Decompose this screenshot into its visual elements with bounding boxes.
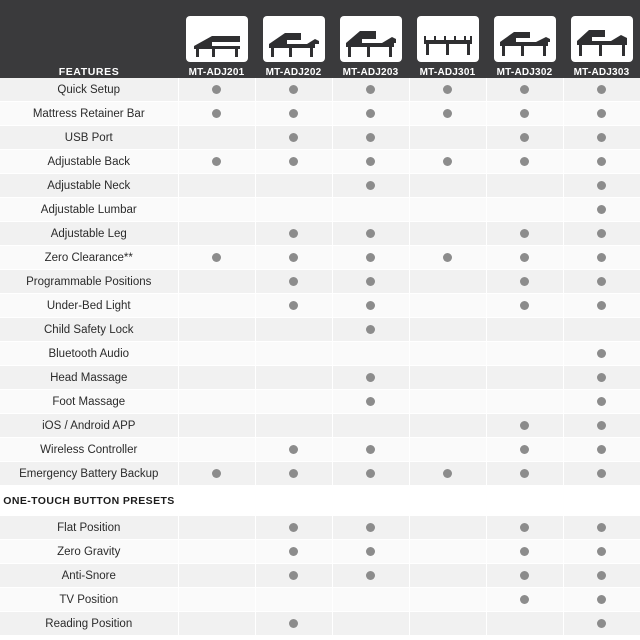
model-column-header-3 [332, 0, 409, 78]
filled-dot-icon [289, 109, 298, 118]
feature-availability-cell [178, 294, 255, 318]
table-row [0, 102, 640, 126]
feature-availability-cell [409, 222, 486, 246]
feature-availability-cell [332, 390, 409, 414]
section-divider-cell [332, 486, 409, 517]
feature-availability-cell [178, 246, 255, 270]
table-header [0, 0, 640, 78]
feature-availability-cell [332, 462, 409, 486]
feature-availability-cell [178, 414, 255, 438]
filled-dot-icon [597, 157, 606, 166]
feature-name-cell: Mattress Retainer Bar [0, 102, 178, 126]
feature-name-cell: Zero Gravity [0, 540, 178, 564]
filled-dot-icon [366, 547, 375, 556]
filled-dot-icon [520, 253, 529, 262]
filled-dot-icon [597, 571, 606, 580]
feature-availability-cell [486, 342, 563, 366]
filled-dot-icon [597, 349, 606, 358]
filled-dot-icon [289, 133, 298, 142]
model-id-label: MT-ADJ301 [419, 67, 476, 78]
feature-availability-cell [332, 198, 409, 222]
filled-dot-icon [597, 229, 606, 238]
filled-dot-icon [520, 157, 529, 166]
model-id-label: MT-ADJ201 [188, 67, 245, 78]
feature-availability-cell [332, 126, 409, 150]
feature-availability-cell [178, 390, 255, 414]
feature-availability-cell [563, 612, 640, 636]
filled-dot-icon [443, 157, 452, 166]
model-column-header-2 [255, 0, 332, 78]
filled-dot-icon [366, 325, 375, 334]
feature-availability-cell [409, 78, 486, 102]
feature-availability-cell [255, 342, 332, 366]
filled-dot-icon [366, 445, 375, 454]
feature-availability-cell [409, 246, 486, 270]
filled-dot-icon [597, 373, 606, 382]
feature-availability-cell [178, 174, 255, 198]
bed-frame-icon [571, 16, 633, 62]
feature-availability-cell [332, 246, 409, 270]
feature-availability-cell [486, 78, 563, 102]
model-column-header-6 [563, 0, 640, 78]
filled-dot-icon [289, 301, 298, 310]
table-body [0, 78, 640, 636]
filled-dot-icon [289, 445, 298, 454]
table-row [0, 390, 640, 414]
feature-name-cell: Anti-Snore [0, 564, 178, 588]
feature-availability-cell [255, 246, 332, 270]
feature-availability-cell [486, 366, 563, 390]
filled-dot-icon [289, 469, 298, 478]
model-column-header-1 [178, 0, 255, 78]
table-row [0, 588, 640, 612]
filled-dot-icon [366, 157, 375, 166]
feature-availability-cell [486, 102, 563, 126]
filled-dot-icon [212, 109, 221, 118]
bed-frame-icon [417, 16, 479, 62]
filled-dot-icon [597, 421, 606, 430]
feature-availability-cell [486, 516, 563, 540]
feature-availability-cell [178, 270, 255, 294]
filled-dot-icon [366, 373, 375, 382]
feature-name-cell: Foot Massage [0, 390, 178, 414]
feature-availability-cell [409, 342, 486, 366]
table-row [0, 516, 640, 540]
feature-availability-cell [255, 462, 332, 486]
table-row [0, 366, 640, 390]
filled-dot-icon [597, 469, 606, 478]
filled-dot-icon [443, 253, 452, 262]
filled-dot-icon [520, 547, 529, 556]
feature-availability-cell [563, 222, 640, 246]
feature-name-cell: iOS / Android APP [0, 414, 178, 438]
feature-availability-cell [255, 588, 332, 612]
feature-availability-cell [486, 462, 563, 486]
feature-availability-cell [486, 198, 563, 222]
feature-availability-cell [563, 540, 640, 564]
feature-availability-cell [409, 174, 486, 198]
feature-availability-cell [486, 414, 563, 438]
feature-availability-cell [332, 342, 409, 366]
filled-dot-icon [366, 133, 375, 142]
filled-dot-icon [289, 157, 298, 166]
filled-dot-icon [366, 397, 375, 406]
filled-dot-icon [366, 229, 375, 238]
feature-availability-cell [409, 390, 486, 414]
filled-dot-icon [597, 397, 606, 406]
feature-name-cell: Adjustable Lumbar [0, 198, 178, 222]
feature-availability-cell [178, 126, 255, 150]
feature-availability-cell [486, 438, 563, 462]
section-divider-cell [563, 486, 640, 517]
filled-dot-icon [597, 523, 606, 532]
feature-name-cell: Head Massage [0, 366, 178, 390]
filled-dot-icon [289, 523, 298, 532]
feature-availability-cell [563, 246, 640, 270]
filled-dot-icon [520, 109, 529, 118]
feature-availability-cell [255, 150, 332, 174]
filled-dot-icon [289, 277, 298, 286]
table-row [0, 270, 640, 294]
feature-availability-cell [178, 612, 255, 636]
filled-dot-icon [520, 523, 529, 532]
feature-availability-cell [255, 516, 332, 540]
filled-dot-icon [597, 133, 606, 142]
feature-availability-cell [486, 222, 563, 246]
feature-availability-cell [409, 318, 486, 342]
feature-name-cell: Emergency Battery Backup [0, 462, 178, 486]
feature-availability-cell [255, 414, 332, 438]
filled-dot-icon [597, 253, 606, 262]
feature-name-cell: Adjustable Leg [0, 222, 178, 246]
section-divider-row [0, 486, 640, 517]
filled-dot-icon [597, 445, 606, 454]
feature-availability-cell [486, 612, 563, 636]
feature-availability-cell [563, 342, 640, 366]
header-row [0, 0, 640, 78]
feature-availability-cell [178, 516, 255, 540]
feature-availability-cell [178, 342, 255, 366]
filled-dot-icon [366, 277, 375, 286]
model-column-header-5 [486, 0, 563, 78]
filled-dot-icon [520, 469, 529, 478]
section-divider-cell [255, 486, 332, 517]
feature-availability-cell [486, 270, 563, 294]
filled-dot-icon [366, 109, 375, 118]
filled-dot-icon [520, 301, 529, 310]
feature-availability-cell [409, 126, 486, 150]
feature-availability-cell [563, 462, 640, 486]
feature-availability-cell [563, 366, 640, 390]
feature-availability-cell [409, 540, 486, 564]
filled-dot-icon [443, 109, 452, 118]
feature-availability-cell [332, 78, 409, 102]
feature-availability-cell [332, 294, 409, 318]
feature-name-cell: Reading Position [0, 612, 178, 636]
feature-availability-cell [563, 294, 640, 318]
feature-availability-cell [409, 294, 486, 318]
feature-availability-cell [255, 102, 332, 126]
filled-dot-icon [366, 301, 375, 310]
feature-availability-cell [486, 246, 563, 270]
filled-dot-icon [520, 571, 529, 580]
feature-availability-cell [255, 612, 332, 636]
filled-dot-icon [520, 445, 529, 454]
filled-dot-icon [597, 619, 606, 628]
bed-frame-icon [186, 16, 248, 62]
feature-name-cell: Programmable Positions [0, 270, 178, 294]
feature-availability-cell [409, 150, 486, 174]
feature-availability-cell [178, 564, 255, 588]
table-row [0, 318, 640, 342]
feature-availability-cell [178, 150, 255, 174]
model-id-label: MT-ADJ302 [496, 67, 553, 78]
filled-dot-icon [289, 85, 298, 94]
feature-availability-cell [409, 198, 486, 222]
feature-availability-cell [563, 414, 640, 438]
feature-availability-cell [178, 540, 255, 564]
feature-name-cell: Child Safety Lock [0, 318, 178, 342]
feature-availability-cell [255, 222, 332, 246]
feature-name-cell: TV Position [0, 588, 178, 612]
feature-availability-cell [409, 366, 486, 390]
filled-dot-icon [520, 229, 529, 238]
filled-dot-icon [366, 571, 375, 580]
filled-dot-icon [366, 181, 375, 190]
feature-availability-cell [178, 462, 255, 486]
table-row [0, 438, 640, 462]
model-id-label: MT-ADJ203 [342, 67, 399, 78]
feature-availability-cell [332, 270, 409, 294]
bed-frame-icon [494, 16, 556, 62]
feature-name-cell: Adjustable Neck [0, 174, 178, 198]
table-row [0, 222, 640, 246]
feature-availability-cell [255, 270, 332, 294]
feature-name-cell: Quick Setup [0, 78, 178, 102]
model-column-header-4 [409, 0, 486, 78]
feature-availability-cell [332, 222, 409, 246]
feature-availability-cell [332, 366, 409, 390]
table-row [0, 126, 640, 150]
feature-availability-cell [486, 540, 563, 564]
feature-availability-cell [332, 438, 409, 462]
table-row [0, 342, 640, 366]
feature-availability-cell [332, 612, 409, 636]
feature-availability-cell [563, 516, 640, 540]
filled-dot-icon [443, 469, 452, 478]
feature-name-cell: Zero Clearance** [0, 246, 178, 270]
feature-availability-cell [563, 78, 640, 102]
feature-availability-cell [563, 564, 640, 588]
model-id-label: MT-ADJ303 [573, 67, 630, 78]
feature-availability-cell [563, 390, 640, 414]
filled-dot-icon [289, 253, 298, 262]
filled-dot-icon [520, 133, 529, 142]
table-row [0, 150, 640, 174]
feature-availability-cell [255, 126, 332, 150]
feature-availability-cell [409, 462, 486, 486]
table-row [0, 540, 640, 564]
feature-availability-cell [178, 198, 255, 222]
filled-dot-icon [597, 205, 606, 214]
table-row [0, 246, 640, 270]
filled-dot-icon [520, 595, 529, 604]
filled-dot-icon [597, 595, 606, 604]
feature-availability-cell [332, 150, 409, 174]
table-row [0, 174, 640, 198]
feature-availability-cell [255, 318, 332, 342]
filled-dot-icon [289, 571, 298, 580]
bed-frame-icon [263, 16, 325, 62]
table-row [0, 564, 640, 588]
feature-availability-cell [486, 150, 563, 174]
feature-availability-cell [563, 102, 640, 126]
feature-availability-cell [332, 174, 409, 198]
filled-dot-icon [520, 277, 529, 286]
feature-availability-cell [332, 564, 409, 588]
feature-availability-cell [255, 78, 332, 102]
table-row [0, 78, 640, 102]
feature-availability-cell [332, 516, 409, 540]
feature-availability-cell [409, 516, 486, 540]
filled-dot-icon [597, 301, 606, 310]
feature-availability-cell [255, 294, 332, 318]
feature-availability-cell [255, 366, 332, 390]
feature-availability-cell [486, 390, 563, 414]
table-row [0, 414, 640, 438]
feature-availability-cell [486, 126, 563, 150]
feature-availability-cell [409, 438, 486, 462]
feature-availability-cell [409, 564, 486, 588]
feature-availability-cell [332, 588, 409, 612]
feature-name-cell: Wireless Controller [0, 438, 178, 462]
filled-dot-icon [366, 253, 375, 262]
filled-dot-icon [212, 85, 221, 94]
feature-availability-cell [332, 540, 409, 564]
feature-availability-cell [255, 198, 332, 222]
section-divider-cell [178, 486, 255, 517]
feature-availability-cell [255, 174, 332, 198]
filled-dot-icon [289, 619, 298, 628]
feature-availability-cell [178, 222, 255, 246]
feature-availability-cell [409, 102, 486, 126]
feature-availability-cell [178, 438, 255, 462]
feature-availability-cell [486, 318, 563, 342]
filled-dot-icon [597, 181, 606, 190]
features-column-header: FEATURES [58, 66, 120, 78]
feature-availability-cell [563, 270, 640, 294]
table-row [0, 462, 640, 486]
section-title: ONE-TOUCH BUTTON PRESETS [0, 486, 178, 517]
feature-availability-cell [486, 588, 563, 612]
filled-dot-icon [212, 253, 221, 262]
feature-availability-cell [255, 390, 332, 414]
filled-dot-icon [597, 85, 606, 94]
filled-dot-icon [366, 85, 375, 94]
feature-availability-cell [178, 366, 255, 390]
feature-availability-cell [409, 612, 486, 636]
filled-dot-icon [366, 523, 375, 532]
feature-availability-cell [563, 588, 640, 612]
feature-availability-cell [563, 198, 640, 222]
feature-availability-cell [332, 318, 409, 342]
filled-dot-icon [597, 277, 606, 286]
table-row [0, 198, 640, 222]
filled-dot-icon [212, 157, 221, 166]
feature-availability-cell [178, 78, 255, 102]
feature-name-cell: USB Port [0, 126, 178, 150]
feature-availability-cell [178, 318, 255, 342]
feature-availability-cell [563, 174, 640, 198]
filled-dot-icon [289, 547, 298, 556]
feature-availability-cell [332, 102, 409, 126]
feature-availability-cell [486, 564, 563, 588]
feature-name-cell: Adjustable Back [0, 150, 178, 174]
feature-availability-cell [563, 126, 640, 150]
feature-availability-cell [409, 414, 486, 438]
model-id-label: MT-ADJ202 [265, 67, 322, 78]
feature-availability-cell [255, 540, 332, 564]
feature-availability-cell [563, 438, 640, 462]
filled-dot-icon [212, 469, 221, 478]
feature-availability-cell [332, 414, 409, 438]
filled-dot-icon [520, 85, 529, 94]
table-row [0, 294, 640, 318]
filled-dot-icon [520, 421, 529, 430]
filled-dot-icon [597, 547, 606, 556]
feature-availability-cell [409, 270, 486, 294]
section-divider-cell [409, 486, 486, 517]
section-divider-cell [486, 486, 563, 517]
feature-availability-cell [486, 294, 563, 318]
table-row [0, 612, 640, 636]
feature-availability-cell [409, 588, 486, 612]
feature-name-cell: Flat Position [0, 516, 178, 540]
feature-name-cell: Under-Bed Light [0, 294, 178, 318]
filled-dot-icon [443, 85, 452, 94]
feature-availability-cell [178, 588, 255, 612]
feature-availability-cell [563, 318, 640, 342]
feature-name-cell: Bluetooth Audio [0, 342, 178, 366]
filled-dot-icon [597, 109, 606, 118]
feature-availability-cell [255, 438, 332, 462]
feature-availability-cell [486, 174, 563, 198]
feature-availability-cell [255, 564, 332, 588]
filled-dot-icon [289, 229, 298, 238]
feature-availability-cell [178, 102, 255, 126]
feature-availability-cell [563, 150, 640, 174]
filled-dot-icon [366, 469, 375, 478]
bed-frame-icon [340, 16, 402, 62]
